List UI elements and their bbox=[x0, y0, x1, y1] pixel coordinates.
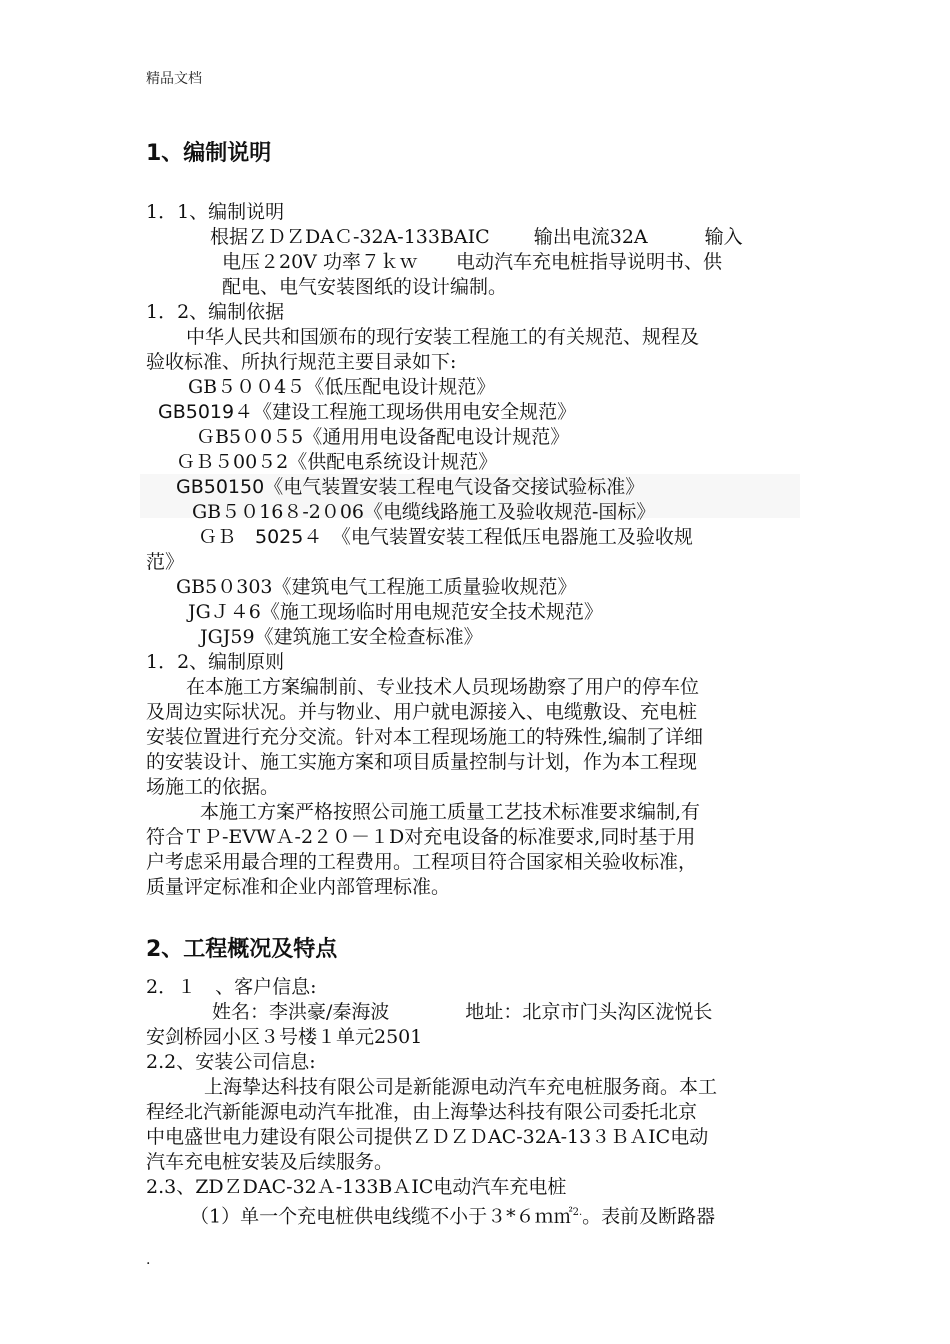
standard-item: GB５０16８-2０06《电缆线路施工及验收规范-国标》 bbox=[192, 501, 656, 523]
paragraph-line: 配电、电气安装图纸的设计编制。 bbox=[222, 276, 508, 298]
paragraph-line: 及周边实际状况。并与物业、用户就电源接入、电缆敷设、充电桩 bbox=[146, 701, 698, 723]
paragraph-line: 程经北汽新能源电动汽车批准，由上海挚达科技有限公司委托北京 bbox=[146, 1101, 698, 1123]
paragraph-line: 姓名：李洪豪/秦海波 地址：北京市门头沟区泷悦长 bbox=[212, 1001, 713, 1023]
standard-item: JGＪ４6《施工现场临时用电规范安全技术规范》 bbox=[188, 601, 603, 623]
standard-item: GB5019４《建设工程施工现场供用电安全规范》 bbox=[158, 401, 577, 423]
paragraph-line: 本施工方案严格按照公司施工质量工艺技术标准要求编制,有 bbox=[200, 801, 701, 823]
paragraph-line: 安剑桥园小区３号楼１单元2501 bbox=[146, 1026, 423, 1048]
paragraph-line bbox=[190, 1200, 715, 1229]
paragraph-line: 验收标准、所执行规范主要目录如下: bbox=[146, 351, 457, 373]
paragraph-line: 的安装设计、施工实施方案和项目质量控制与计划，作为本工程现 bbox=[146, 751, 698, 773]
subsection-1-3-heading: 1．2、编制原则 bbox=[146, 651, 285, 673]
paragraph-text: （1）单一个充电桩供电线缆不小于３*６ｍ㎡ bbox=[190, 1205, 573, 1228]
subsection-2-2-heading: 2.2、安装公司信息: bbox=[146, 1051, 316, 1073]
standard-item: ＧＢ５00５2《供配电系统设计规范》 bbox=[176, 451, 498, 473]
standard-item: GB5０303《建筑电气工程施工质量验收规范》 bbox=[176, 576, 577, 598]
standard-item: JGJ59《建筑施工安全检查标准》 bbox=[200, 626, 483, 648]
standard-item-continued: 范》 bbox=[146, 551, 185, 573]
paragraph-line: 上海挚达科技有限公司是新能源电动汽车充电桩服务商。本工 bbox=[204, 1076, 718, 1098]
subsection-1-2-heading: 1．2、编制依据 bbox=[146, 301, 285, 323]
paragraph-line: 中电盛世电力建设有限公司提供ＺＤＺＤAC-32A-13３ＢＡIC电动 bbox=[146, 1126, 709, 1148]
paragraph-line: 符合ＴＰ-EVWＡ-2２０－１D对充电设备的标准要求,同时基于用 bbox=[146, 826, 696, 848]
paragraph-line: 户考虑采用最合理的工程费用。工程项目符合国家相关验收标准， bbox=[146, 851, 698, 873]
subsection-2-3-heading: 2.3、ZDＺDAC-32Ａ-133BＡIC电动汽车充电桩 bbox=[146, 1176, 567, 1198]
paragraph-text: 。表前及断路器 bbox=[582, 1205, 716, 1228]
page-footer: . bbox=[146, 1252, 151, 1268]
paragraph-line: 质量评定标准和企业内部管理标准。 bbox=[146, 876, 451, 898]
standard-item: ＧB5０0５5《通用用电设备配电设计规范》 bbox=[196, 426, 570, 448]
paragraph-line: 汽车充电桩安装及后续服务。 bbox=[146, 1151, 394, 1173]
paragraph-line: 场施工的依据。 bbox=[146, 776, 280, 798]
paragraph-line: 电压２20V 功率７ｋｗ 电动汽车充电桩指导说明书、供 bbox=[222, 251, 722, 273]
subsection-1-1-heading: 1．1、编制说明 bbox=[146, 201, 285, 223]
paragraph-line: 根据ＺＤＺDAＣ-32A-133BAIC 输出电流32A 输入 bbox=[210, 226, 743, 248]
standard-item: ＧＢ 5025４ 《电气装置安装工程低压电器施工及验收规 bbox=[198, 526, 693, 548]
paragraph-line: 安装位置进行充分交流。针对本工程现场施工的特殊性,编制了详细 bbox=[146, 726, 704, 748]
section-1-title: 1、编制说明 bbox=[146, 141, 272, 166]
subsection-2-1-heading: 2．１ 、客户信息: bbox=[146, 976, 317, 998]
standard-item: GB50150《电气装置安装工程电气设备交接试验标准》 bbox=[176, 476, 645, 498]
section-2-title: 2、工程概况及特点 bbox=[146, 937, 338, 962]
paragraph-line: 在本施工方案编制前、专业技术人员现场勘察了用户的停车位 bbox=[186, 676, 700, 698]
paragraph-line: 中华人民共和国颁布的现行安装工程施工的有关规范、规程及 bbox=[186, 326, 700, 348]
standard-item: GB５００4５《低压配电设计规范》 bbox=[188, 376, 496, 398]
page-header: 精品文档 bbox=[146, 71, 202, 87]
superscript: 2. bbox=[572, 1207, 583, 1218]
